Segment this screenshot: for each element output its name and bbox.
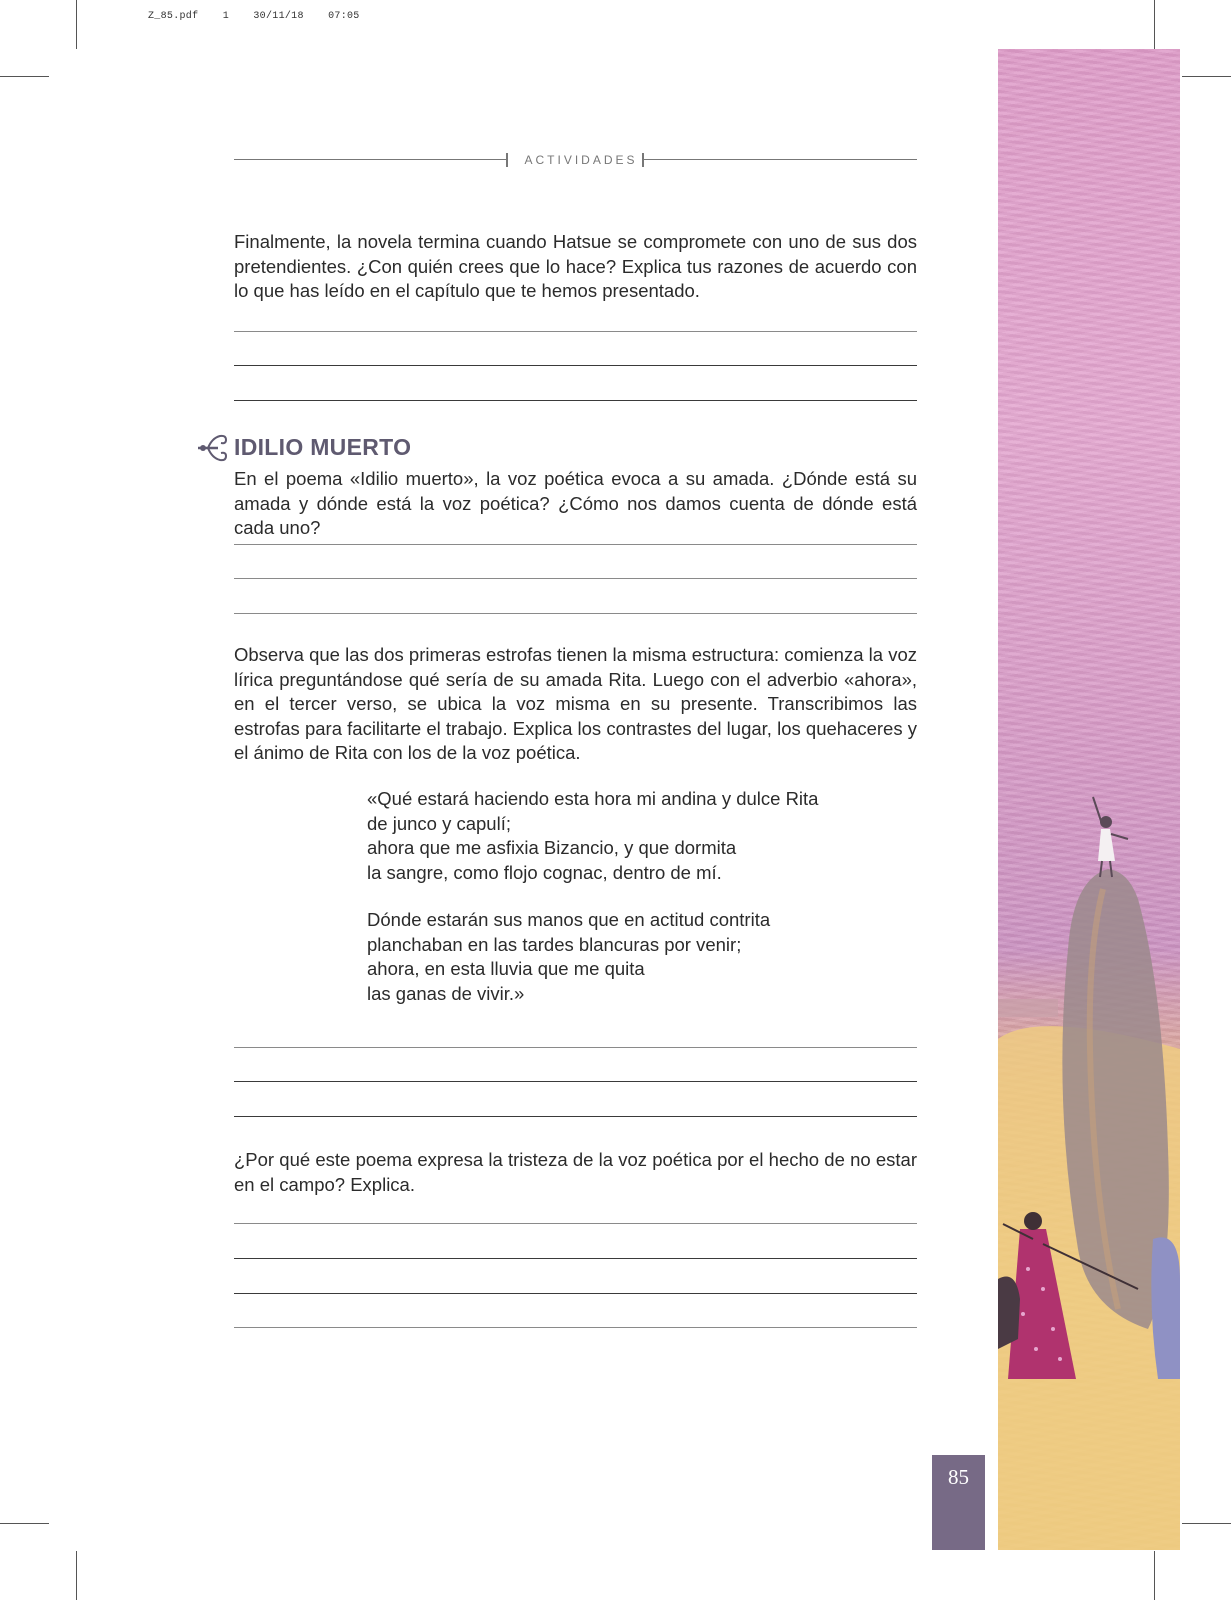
poem-verse: «Qué estará haciendo esta hora mi andina y dulce Rita bbox=[367, 788, 819, 809]
answer-line bbox=[234, 1047, 917, 1048]
poem-verse: las ganas de vivir.» bbox=[367, 982, 525, 1004]
answer-line bbox=[234, 365, 917, 366]
answer-line bbox=[234, 1223, 917, 1224]
poem-verse: la sangre, como flojo cognac, dentro de mí. bbox=[367, 861, 722, 883]
answer-line bbox=[234, 400, 917, 401]
side-illustration bbox=[998, 49, 1180, 1550]
answer-line bbox=[234, 1081, 917, 1082]
answer-line bbox=[234, 1116, 917, 1117]
crop-mark-tr-v bbox=[1154, 0, 1155, 49]
slug-page: 1 bbox=[222, 11, 230, 22]
poem-verse: Dónde estarán sus manos que en actitud contrita bbox=[367, 909, 771, 930]
illustration-figures bbox=[998, 49, 1180, 1550]
answer-line bbox=[234, 544, 917, 545]
crop-mark-tl-h bbox=[0, 76, 49, 77]
poem-verse: planchaban en las tardes blancuras por venir; bbox=[367, 933, 742, 955]
answer-line bbox=[234, 1258, 917, 1259]
section-title: IDILIO MUERTO bbox=[234, 434, 412, 460]
slug-time: 07:05 bbox=[328, 11, 360, 22]
crop-mark-br-h bbox=[1182, 1523, 1231, 1524]
fleuron-icon bbox=[196, 430, 230, 464]
page-number: 85 bbox=[948, 1465, 969, 1489]
crop-mark-tr-h bbox=[1182, 76, 1231, 77]
answer-line bbox=[234, 613, 917, 614]
answer-line bbox=[234, 1327, 917, 1328]
crop-mark-br-v bbox=[1154, 1551, 1155, 1600]
question-4: ¿Por qué este poema expresa la tristeza de la voz poética por el hecho de no estar en el campo? Explica. bbox=[234, 1149, 917, 1195]
section-header: ACTIVIDADES bbox=[524, 153, 638, 167]
header-rule-left bbox=[234, 159, 506, 160]
crop-mark-bl-h bbox=[0, 1523, 49, 1524]
slug-date: 30/11/18 bbox=[253, 11, 304, 22]
answer-line bbox=[234, 331, 917, 332]
print-slug bbox=[148, 11, 378, 22]
crop-mark-bl-v bbox=[76, 1551, 77, 1600]
question-3: Observa que las dos primeras estrofas tienen la misma estructura: comienza la voz lírica preguntándose qué sería de su amada Rita. Luego con el adverbio «ahora», en el tercer verso, se ubica la voz misma en su presente. Transcribimos las estrofas para facilitarte el trabajo. Explica los contrastes del lugar, los quehaceres y el ánimo de Rita con los de la voz poética. bbox=[234, 644, 917, 763]
answer-line bbox=[234, 578, 917, 579]
answer-line bbox=[234, 1293, 917, 1294]
header-tick-right bbox=[642, 153, 644, 167]
poem-verse: de junco y capulí; bbox=[367, 812, 511, 834]
crop-mark-tl-v bbox=[76, 0, 77, 49]
poem-verse: ahora que me asfixia Bizancio, y que dormita bbox=[367, 837, 737, 858]
question-2: En el poema «Idilio muerto», la voz poética evoca a su amada. ¿Dónde está su amada y dónde está la voz poética? ¿Cómo nos damos cuenta de dónde está cada uno? bbox=[234, 468, 917, 538]
header-tick-left bbox=[506, 153, 508, 167]
poem-stanza-2 bbox=[367, 908, 887, 1006]
question-1: Finalmente, la novela termina cuando Hatsue se compromete con uno de sus dos pretendientes. ¿Con quién crees que lo hace? Explica tus razones de acuerdo con lo que has leído en el capítulo que te hemos presentado. bbox=[234, 231, 917, 301]
slug-file: Z_85.pdf bbox=[148, 11, 199, 22]
header-rule-right bbox=[644, 159, 917, 160]
poem-verse: ahora, en esta lluvia que me quita bbox=[367, 958, 645, 979]
poem-stanza-1 bbox=[367, 787, 887, 885]
